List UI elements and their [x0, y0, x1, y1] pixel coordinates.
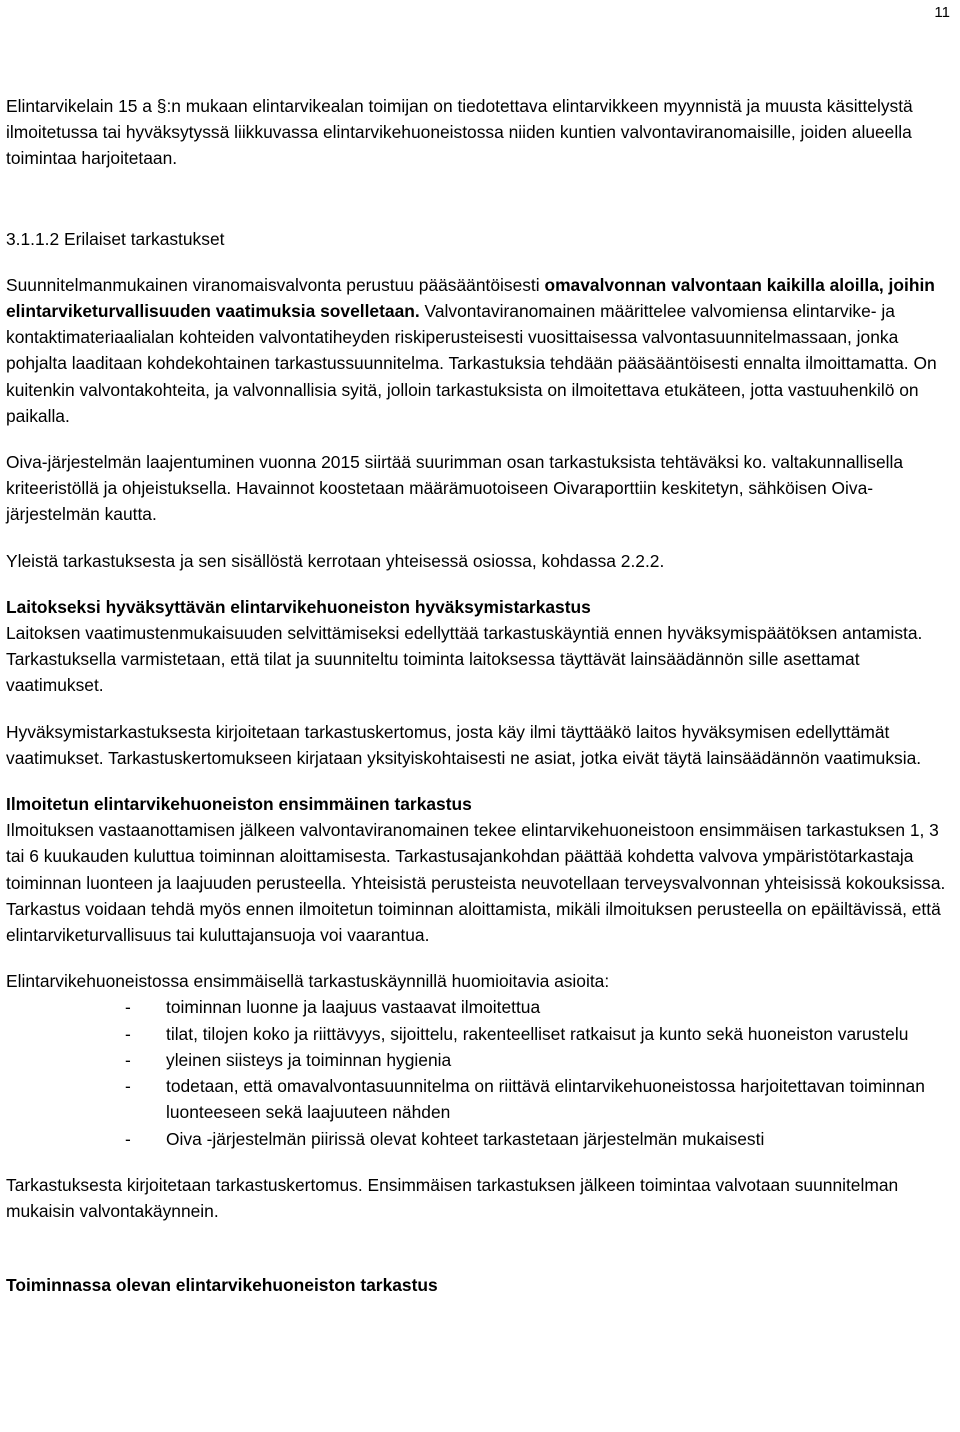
- section-paragraph-1-end: Valvontaviranomainen määrittelee valvomiensa elintarvike- ja kontaktimateriaalialan kohteiden valvontatiheyden riskiperusteisesti vuosittaisessa valvontasuunnitelmassaan, jonka pohjalta laaditaan kohdekohtainen tarkastussuunnitelma. Tarkastuksia tehdään pääsääntöisesti ennalta ilmoittamatta. On kuitenkin valvontakohteita, ja valvonnallisia syitä, jolloin tarkastuksista on ilmoitettava etukäteen, jotta vastuuhenkilö on paikalla.: [6, 301, 937, 426]
- list-item-text: toiminnan luonne ja laajuus vastaavat ilmoitettua: [166, 997, 541, 1018]
- first-inspection-list-intro: Elintarvikehuoneistossa ensimmäisellä tarkastuskäynnillä huomioitavia asioita:: [6, 971, 610, 992]
- page-number: 11: [934, 4, 950, 21]
- approval-inspection-block: [6, 594, 954, 699]
- first-inspection-paragraph: Ilmoituksen vastaanottamisen jälkeen valvontaviranomainen tekee elintarvikehuoneistoon ensimmäisen tarkastuksen 1, 3 tai 6 kuukauden kuluttua toiminnan aloittamisesta. Tarkastusajankohdan päättää kohdetta valvova ympäristötarkastaja toiminnan luonteen ja laajuuden perusteella. Yhteisistä perusteista neuvotellaan terveysvalvonnan yhteisissä kokouksissa. Tarkastus voidaan tehdä myös ennen ilmoitetun toiminnan aloittamista, mikäli ilmoituksen perusteella on epäiltävissä, että elintarviketurvallisuus tai kuluttajansuoja voi vaarantua.: [6, 820, 946, 946]
- first-inspection-block: [6, 791, 954, 948]
- section-paragraph-3: Yleistä tarkastuksesta ja sen sisällöstä kerrotaan yhteisessä osiossa, kohdassa 2.2.2.: [6, 550, 665, 571]
- list-item-text: tilat, tilojen koko ja riittävyys, sijoittelu, rakenteelliset ratkaisut ja kunto sekä huoneiston varustelu: [166, 1023, 909, 1044]
- section-paragraph-1: [6, 272, 954, 429]
- intro-paragraph: Elintarvikelain 15 a §:n mukaan elintarvikealan toimijan on tiedotettava elintarvikkeen myynnistä ja muusta käsittelystä ilmoitetussa tai hyväksytyssä liikkuvassa elintarvikehuoneistossa niiden kuntien valvontaviranomaisille, joiden alueella toimintaa harjoitetaan.: [6, 96, 913, 169]
- first-inspection-closing: Tarkastuksesta kirjoitetaan tarkastuskertomus. Ensimmäisen tarkastuksen jälkeen toimintaa valvotaan suunnitelman mukaisin valvontakäynnein.: [6, 1174, 899, 1221]
- next-section-heading: Toiminnassa olevan elintarvikehuoneiston tarkastus: [6, 1275, 438, 1296]
- dash-bullet-icon: -: [125, 997, 131, 1018]
- first-inspection-checklist: [6, 994, 954, 1151]
- section-paragraph-1-start: Suunnitelmanmukainen viranomaisvalvonta perustuu pääsääntöisesti: [6, 274, 545, 295]
- approval-inspection-heading: Laitokseksi hyväksyttävän elintarvikehuoneiston hyväksymistarkastus: [6, 596, 591, 617]
- first-inspection-heading: Ilmoitetun elintarvikehuoneiston ensimmäinen tarkastus: [6, 794, 472, 815]
- dash-bullet-icon: -: [125, 1023, 131, 1044]
- list-item: [6, 1047, 954, 1073]
- list-item-text: yleinen siisteys ja toiminnan hygienia: [166, 1049, 452, 1070]
- list-item-text: todetaan, että omavalvontasuunnitelma on riittävä elintarvikehuoneistossa harjoitettavan toiminnan luonteeseen sekä laajuuteen nähden: [166, 1076, 925, 1123]
- document-body: [6, 93, 954, 1298]
- section-heading: 3.1.1.2 Erilaiset tarkastukset: [6, 228, 225, 249]
- dash-bullet-icon: -: [125, 1049, 131, 1070]
- list-item: [6, 1073, 954, 1125]
- approval-inspection-paragraph-2: Hyväksymistarkastuksesta kirjoitetaan tarkastuskertomus, josta käy ilmi täyttääkö laitos hyväksymisen edellyttämät vaatimukset. Tarkastuskertomukseen kirjataan yksityiskohtaisesti ne asiat, jotka eivät täytä lainsäädännön vaatimuksia.: [6, 721, 922, 768]
- approval-inspection-paragraph-1: Laitoksen vaatimustenmukaisuuden selvittämiseksi edellyttää tarkastuskäyntiä ennen hyväksymispäätöksen antamista. Tarkastuksella varmistetaan, että tilat ja suunniteltu toiminta laitoksessa täyttävät lainsäädännön sille asettamat vaatimukset.: [6, 623, 923, 696]
- list-item: [6, 994, 954, 1020]
- list-item-text: Oiva -järjestelmän piirissä olevat kohteet tarkastetaan järjestelmän mukaisesti: [166, 1128, 765, 1149]
- section-paragraph-1-bold: omavalvonnan valvontaan kaikilla aloilla, joihin elintarviketurvallisuuden vaatimuksia sovelletaan.: [6, 274, 935, 322]
- list-item: [6, 1021, 954, 1047]
- section-paragraph-2: Oiva-järjestelmän laajentuminen vuonna 2015 siirtää suurimman osan tarkastuksista tehtäväksi ko. valtakunnallisella kriteeristöllä ja ohjeistuksella. Havainnot koostetaan määrämuotoiseen Oivaraporttiin keskitetyn, sähköisen Oiva-järjestelmän kautta.: [6, 452, 904, 525]
- list-item: [6, 1126, 954, 1152]
- dash-bullet-icon: -: [125, 1128, 131, 1149]
- dash-bullet-icon: -: [125, 1076, 131, 1097]
